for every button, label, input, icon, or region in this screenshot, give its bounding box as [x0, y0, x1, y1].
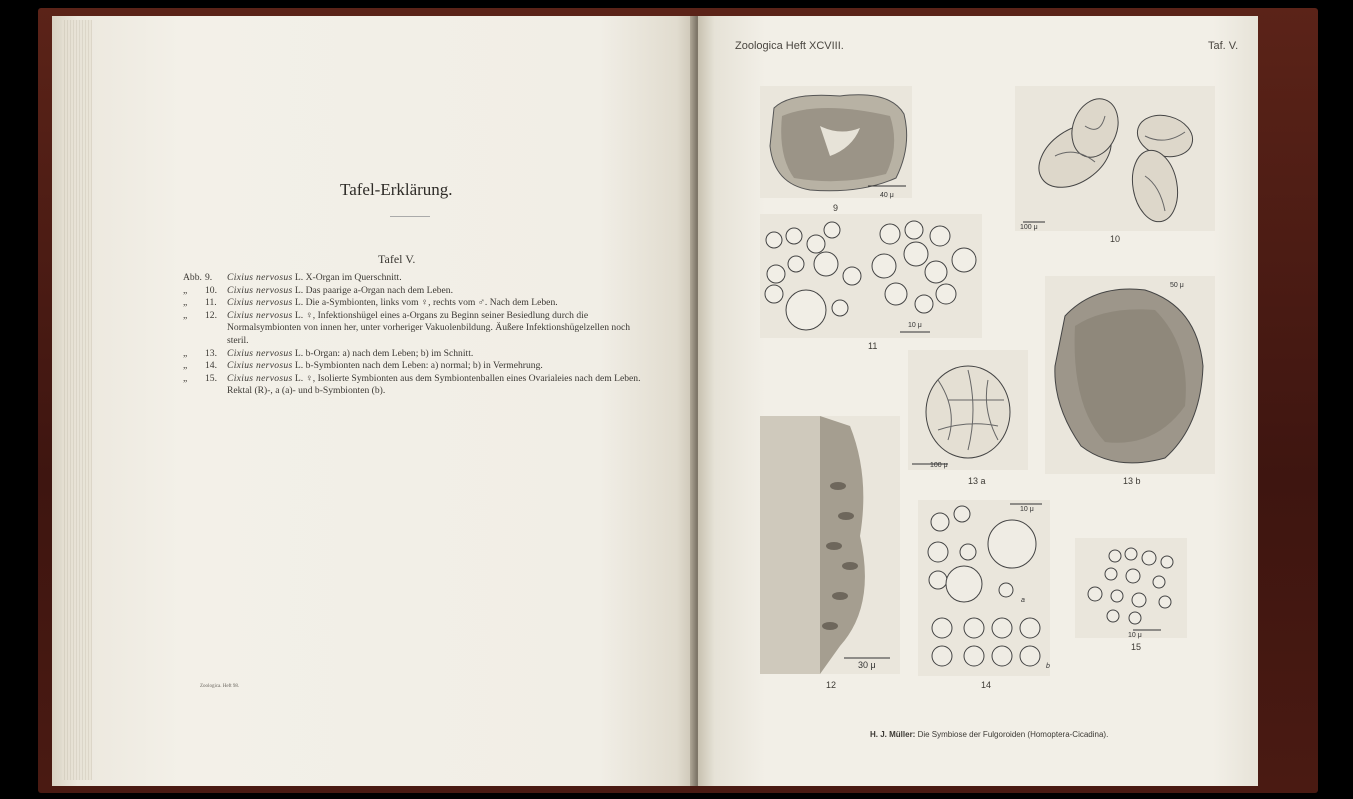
figure-label: 10	[1110, 234, 1121, 244]
scale-label: 30 μ	[858, 660, 876, 670]
figure-label: 11	[868, 341, 878, 351]
figure-label: 9	[833, 203, 839, 213]
page-footnote: Zoologica. Heft 98.	[200, 684, 240, 689]
legend-entry: „ 14. Cixius nervosus L. b-Symbionten nach dem Leben: a) normal; b) in Vermehrung.	[183, 360, 543, 372]
scale-label: 10 μ	[908, 322, 922, 329]
left-page	[52, 16, 696, 786]
figure-10	[1015, 86, 1215, 231]
figure-label: 13 a	[968, 476, 986, 486]
scale-label: 10 μ	[1020, 506, 1034, 513]
plate-number: Taf. V.	[1208, 40, 1239, 52]
figure-label: 15	[1131, 642, 1142, 652]
plate-legend	[183, 272, 643, 398]
figure-11	[760, 214, 982, 338]
figure-12	[760, 416, 900, 674]
caption-author: H. J. Müller:	[870, 730, 916, 739]
legend-entry: „ 15. Cixius nervosus L. ♀, Isolierte Symbionten aus dem Symbiontenballen eines Ovarialeies nach dem Leben. Rektal (R)-, a (a)- und b-Symbionten (b).	[183, 372, 641, 397]
plate-caption	[870, 730, 1108, 739]
title-divider	[390, 216, 430, 217]
scale-label: 40 μ	[880, 192, 894, 199]
figure-label: 13 b	[1123, 476, 1141, 486]
scale-label: 50 μ	[1170, 282, 1184, 289]
figure-part-marker: a	[1021, 597, 1025, 604]
figure-9	[760, 86, 912, 198]
legend-entry: „ 10. Cixius nervosus L. Das paarige a-Organ nach dem Leben.	[183, 284, 453, 296]
scale-label: 100 μ	[930, 462, 948, 469]
scale-label: 10 μ	[1128, 632, 1142, 639]
legend-entry: „ 13. Cixius nervosus L. b-Organ: a) nach dem Leben; b) im Schnitt.	[183, 347, 474, 359]
legend-entry: „ 11. Cixius nervosus L. Die a-Symbionten, links vom ♀, rechts vom ♂. Nach dem Leben.	[183, 297, 558, 309]
figure-label: 14	[981, 680, 992, 690]
caption-text: Die Symbiose der Fulgoroiden (Homoptera-Cicadina).	[915, 730, 1109, 739]
legend-entry: Abb. 9. Cixius nervosus L. X-Organ im Querschnitt.	[183, 272, 402, 283]
figure-part-marker: b	[1046, 663, 1050, 670]
scale-label: 100 μ	[1020, 224, 1038, 231]
figure-15	[1075, 538, 1187, 638]
figure-label: 12	[826, 680, 837, 690]
figure-13a	[908, 350, 1028, 470]
page-title: Tafel-Erklärung.	[340, 180, 453, 199]
legend-entry: „ 12. Cixius nervosus L. ♀, Infektionshügel eines a-Organs zu Beginn seiner Besiedlung durch die Normalsymbionten von innen her, unter vorheriger Vakuolenbildung. Äußere Infektionshügelzellen noch steril.	[183, 309, 631, 346]
figure-14	[918, 500, 1050, 676]
plate-subtitle: Tafel V.	[378, 252, 416, 266]
page-edges	[62, 20, 92, 780]
journal-header: Zoologica Heft XCVIII.	[735, 40, 844, 52]
figure-13b	[1045, 276, 1215, 474]
